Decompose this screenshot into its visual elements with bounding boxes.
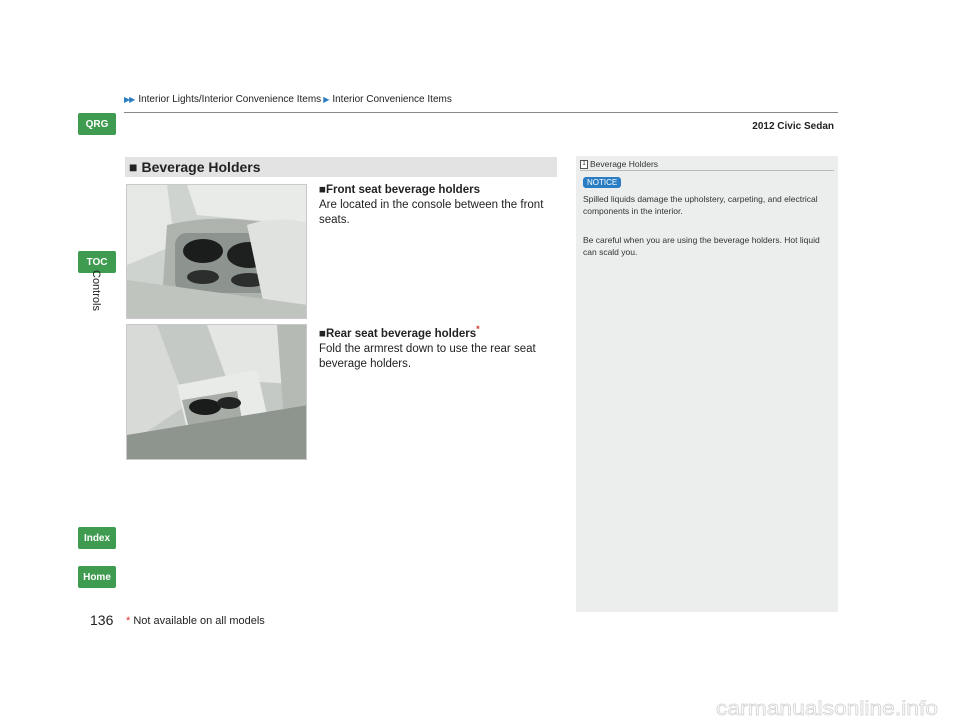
- section-header: [125, 157, 557, 177]
- watermark: [716, 700, 938, 718]
- front-beverage-holder-photo: [126, 184, 307, 319]
- front-holder-item: [319, 183, 559, 228]
- watermark-text: carmanualsonline.info: [716, 700, 938, 718]
- breadcrumb-item[interactable]: Interior Lights/Interior Convenience Items: [138, 94, 322, 105]
- note-paragraph: Spilled liquids damage the upholstery, carpeting, and electrical components in the interior.: [583, 194, 818, 216]
- model-title: 2012 Civic Sedan: [752, 121, 834, 132]
- note-heading: [580, 159, 658, 169]
- note-paragraph: Be careful when you are using the beverage holders. Hot liquid can scald you.: [583, 235, 820, 257]
- index-button[interactable]: Index: [78, 527, 116, 549]
- footnote: [126, 615, 265, 627]
- note-number-icon: 1: [580, 160, 588, 169]
- section-title: Beverage Holders: [141, 159, 261, 175]
- front-holder-heading: ■Front seat beverage holders: [319, 184, 480, 196]
- rear-holder-heading: ■Rear seat beverage holders*: [319, 324, 480, 340]
- notice-badge: NOTICE: [583, 177, 621, 188]
- note-panel: [576, 156, 838, 612]
- page-number: 136: [90, 612, 114, 628]
- header-divider: [124, 112, 838, 113]
- breadcrumb-item[interactable]: Interior Convenience Items: [332, 94, 452, 105]
- breadcrumb: [124, 94, 452, 105]
- toc-button[interactable]: TOC: [78, 251, 116, 273]
- footnote-asterisk: *: [126, 615, 131, 627]
- qrg-button[interactable]: QRG: [78, 113, 116, 135]
- breadcrumb-arrow-icon: ▶▶: [124, 95, 135, 104]
- breadcrumb-arrow-icon: ▶: [323, 95, 329, 104]
- rear-holder-text: Fold the armrest down to use the rear seat beverage holders.: [319, 342, 536, 370]
- front-holder-text: Are located in the console between the front seats.: [319, 199, 544, 226]
- rear-holder-item: [319, 322, 559, 372]
- note-divider: [580, 170, 834, 171]
- footnote-text: Not available on all models: [130, 615, 265, 627]
- home-button[interactable]: Home: [78, 566, 116, 588]
- note-title: Beverage Holders: [590, 159, 659, 169]
- section-marker-icon: ■: [129, 159, 138, 175]
- rear-beverage-holder-photo: [126, 324, 307, 460]
- availability-asterisk[interactable]: *: [476, 324, 480, 334]
- chapter-label: Controls: [90, 270, 102, 311]
